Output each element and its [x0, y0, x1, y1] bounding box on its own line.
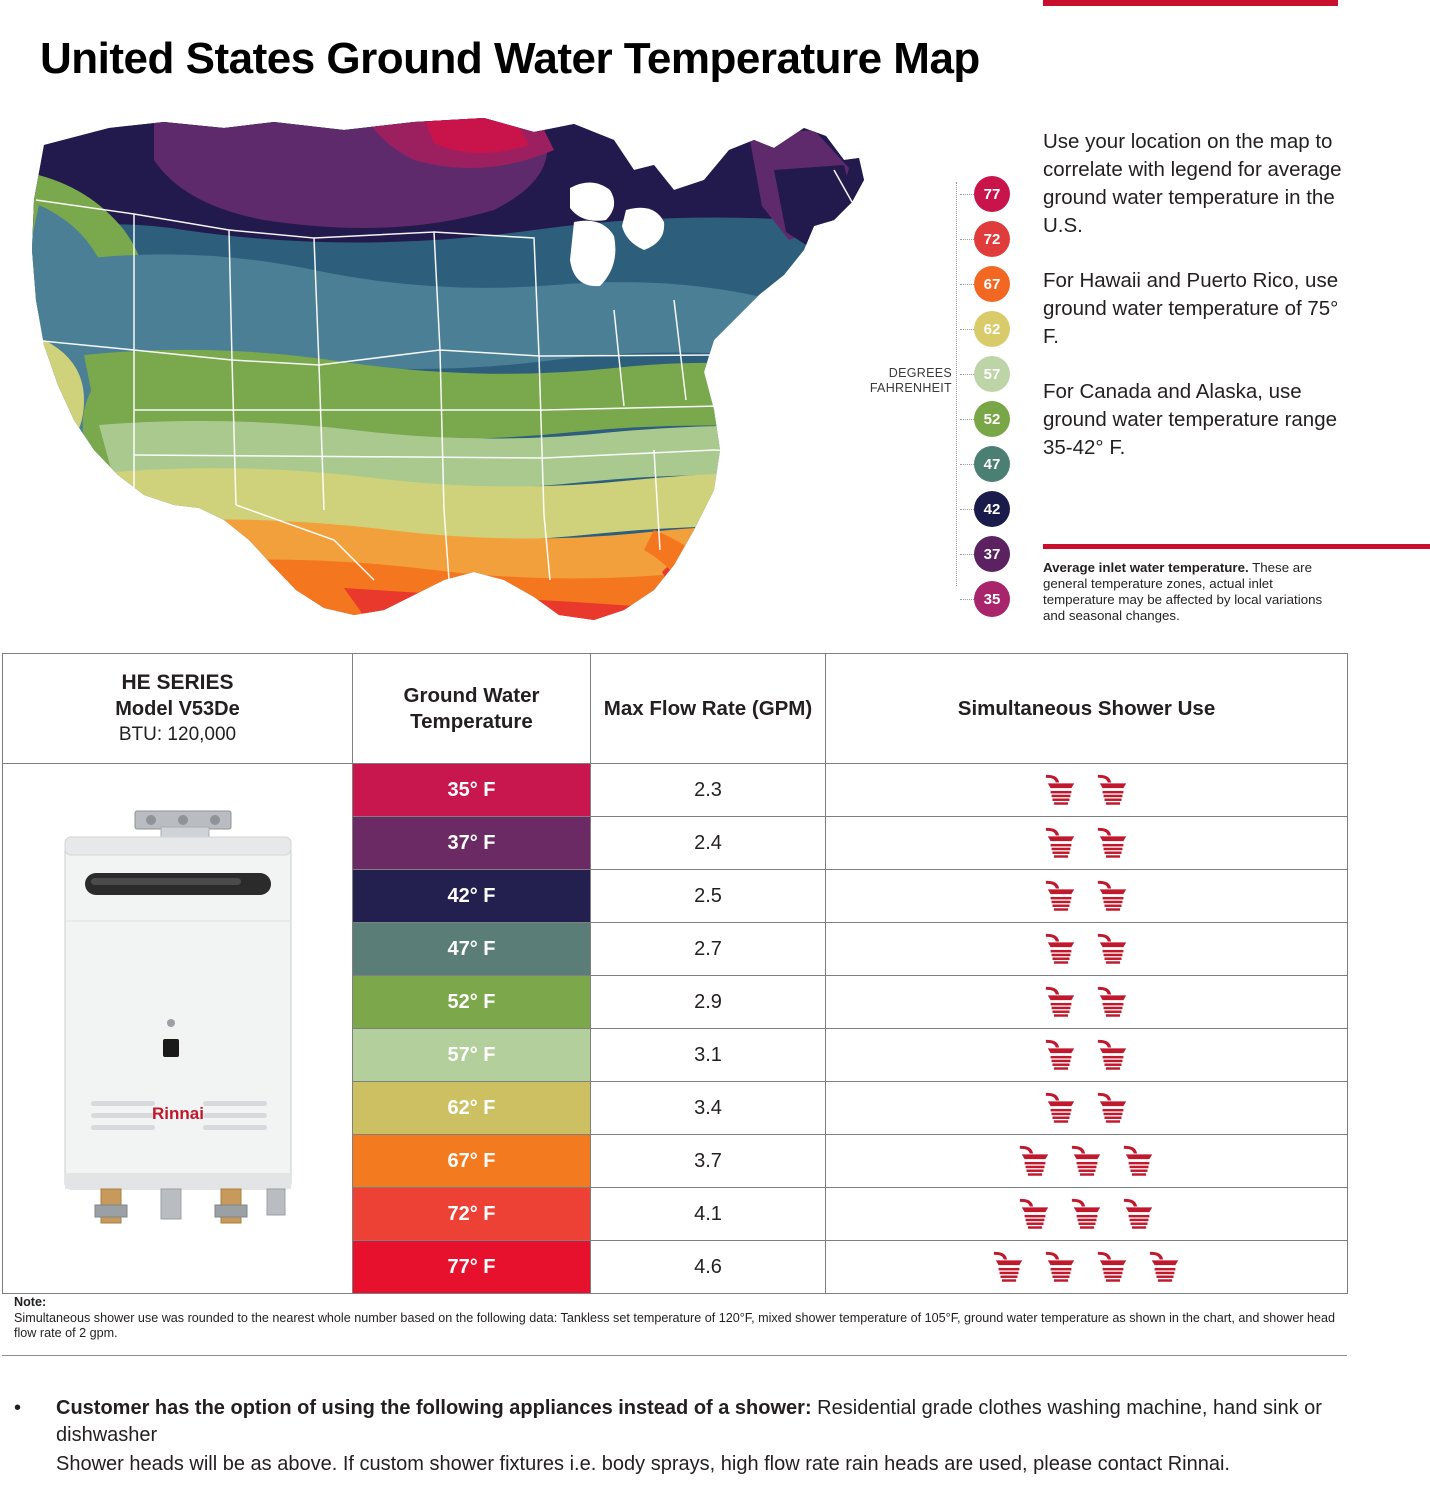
- legend-tick: [960, 419, 974, 420]
- legend-chip-35: 35: [974, 581, 1010, 617]
- legend-chip-row: [960, 577, 1030, 622]
- legend-tick: [960, 194, 974, 195]
- legend-chip-62: 62: [974, 311, 1010, 347]
- legend-chip-57: 57: [974, 356, 1010, 392]
- legend-chip-row: [960, 307, 1030, 352]
- shower-head-icon: [1042, 932, 1080, 966]
- shower-head-icon: [1094, 1091, 1132, 1125]
- temperature-legend: [860, 160, 1030, 610]
- shower-head-icon: [1042, 1038, 1080, 1072]
- page-title: United States Ground Water Temperature Map: [40, 34, 980, 83]
- legend-chip-37: 37: [974, 536, 1010, 572]
- flow-rate-cell-47: 2.7: [591, 923, 826, 976]
- legend-tick: [960, 554, 974, 555]
- footnote: [14, 1295, 1344, 1342]
- legend-tick: [960, 464, 974, 465]
- temperature-cell-42: 42° F: [353, 870, 591, 923]
- shower-head-icon: [1016, 1197, 1054, 1231]
- footnote-text: Simultaneous shower use was rounded to the nearest whole number based on the following data: Tankless set temperature of 120°F, mixed shower temperature of 105°F, ground water temperature as shown in the chart, and shower head flow rate of 2 gpm.: [14, 1310, 1336, 1340]
- shower-head-icon: [1120, 1197, 1158, 1231]
- legend-tick: [960, 284, 974, 285]
- legend-chip-row: [960, 442, 1030, 487]
- legend-chip-77: 77: [974, 176, 1010, 212]
- shower-head-icon: [1042, 1250, 1080, 1284]
- shower-head-icon: [1042, 773, 1080, 807]
- shower-head-icon: [1094, 985, 1132, 1019]
- flow-rate-cell-42: 2.5: [591, 870, 826, 923]
- legend-chip-row: [960, 532, 1030, 577]
- product-image-cell: [3, 764, 353, 1294]
- shower-head-icon: [1068, 1197, 1106, 1231]
- shower-head-icon: [1016, 1144, 1054, 1178]
- instruction-3: For Canada and Alaska, use ground water temperature range 35-42° F.: [1043, 380, 1338, 459]
- legend-chip-list: [960, 172, 1030, 622]
- header-product: [3, 654, 353, 764]
- shower-use-cell-77: [826, 1241, 1348, 1294]
- shower-head-icon: [990, 1250, 1028, 1284]
- temperature-cell-57: 57° F: [353, 1029, 591, 1082]
- shower-icon-group: [826, 932, 1347, 966]
- legend-tick: [960, 374, 974, 375]
- legend-chip-row: [960, 217, 1030, 262]
- shower-use-cell-62: [826, 1082, 1348, 1135]
- inlet-note-heading: Average inlet water temperature.: [1043, 560, 1249, 575]
- flow-rate-cell-57: 3.1: [591, 1029, 826, 1082]
- inlet-water-temperature-note: [1043, 560, 1343, 624]
- us-ground-water-temperature-map: [14, 110, 894, 640]
- shower-icon-group: [826, 1197, 1347, 1231]
- temperature-cell-35: 35° F: [353, 764, 591, 817]
- tankless-water-heater-image: [43, 801, 313, 1256]
- bullet-2-text: Shower heads will be as above. If custom shower fixtures i.e. body sprays, high flow rate rain heads are used, please contact Rinnai.: [56, 1453, 1230, 1475]
- legend-chip-row: [960, 397, 1030, 442]
- shower-icon-group: [826, 1250, 1347, 1284]
- shower-head-icon: [1094, 826, 1132, 860]
- shower-head-icon: [1068, 1144, 1106, 1178]
- shower-head-icon: [1042, 826, 1080, 860]
- flow-rate-cell-52: 2.9: [591, 976, 826, 1029]
- shower-head-icon: [1094, 773, 1132, 807]
- instruction-2: For Hawaii and Puerto Rico, use ground water temperature of 75° F.: [1043, 269, 1339, 348]
- temperature-cell-62: 62° F: [353, 1082, 591, 1135]
- shower-icon-group: [826, 1091, 1347, 1125]
- temperature-cell-72: 72° F: [353, 1188, 591, 1241]
- bullet-1-bold: Customer has the option of using the following appliances instead of a shower:: [56, 1397, 812, 1419]
- shower-head-icon: [1094, 879, 1132, 913]
- instruction-1: Use your location on the map to correlate with legend for average ground water temperature in the U.S.: [1043, 130, 1342, 237]
- legend-tick: [960, 239, 974, 240]
- shower-icon-group: [826, 985, 1347, 1019]
- legend-axis-label-line1: DEGREES: [888, 366, 952, 380]
- table-header-row: [3, 654, 1348, 764]
- shower-head-icon: [1094, 1038, 1132, 1072]
- legend-tick: [960, 329, 974, 330]
- flow-rate-cell-35: 2.3: [591, 764, 826, 817]
- flow-rate-cell-67: 3.7: [591, 1135, 826, 1188]
- legend-chip-47: 47: [974, 446, 1010, 482]
- footnote-divider: [2, 1355, 1347, 1356]
- shower-head-icon: [1120, 1144, 1158, 1178]
- bullet-1-text: Residential grade clothes washing machine, hand sink or dishwasher: [56, 1397, 1322, 1446]
- header-product-series: HE SERIES: [121, 670, 234, 694]
- legend-chip-row: [960, 352, 1030, 397]
- header-product-btu: BTU: 120,000: [118, 723, 237, 745]
- shower-icon-group: [826, 826, 1347, 860]
- legend-chip-row: [960, 262, 1030, 307]
- legend-chip-row: [960, 172, 1030, 217]
- bullet-item-2: [14, 1451, 1354, 1478]
- shower-icon-group: [826, 773, 1347, 807]
- legend-chip-row: [960, 487, 1030, 532]
- flow-rate-cell-77: 4.6: [591, 1241, 826, 1294]
- shower-head-icon: [1146, 1250, 1184, 1284]
- legend-tick: [960, 599, 974, 600]
- svg-text:Rinnai: Rinnai: [151, 1104, 204, 1123]
- bullet-item-1: [14, 1395, 1354, 1449]
- header-product-model: Model V53De: [115, 697, 240, 720]
- shower-use-cell-42: [826, 870, 1348, 923]
- inlet-note-body: These are general temperature zones, actual inlet temperature may be affected by local variations and seasonal changes.: [1043, 560, 1323, 623]
- header-simultaneous-shower-use: Simultaneous Shower Use: [826, 654, 1348, 764]
- shower-use-cell-57: [826, 1029, 1348, 1082]
- temperature-cell-37: 37° F: [353, 817, 591, 870]
- temperature-cell-67: 67° F: [353, 1135, 591, 1188]
- bullet-list: [14, 1395, 1354, 1480]
- shower-use-cell-72: [826, 1188, 1348, 1241]
- shower-icon-group: [826, 879, 1347, 913]
- bullet-dot-icon: •: [14, 1397, 22, 1419]
- shower-head-icon: [1094, 1250, 1132, 1284]
- temperature-cell-77: 77° F: [353, 1241, 591, 1294]
- shower-use-cell-37: [826, 817, 1348, 870]
- shower-head-icon: [1042, 985, 1080, 1019]
- shower-icon-group: [826, 1144, 1347, 1178]
- temperature-cell-47: 47° F: [353, 923, 591, 976]
- shower-head-icon: [1042, 1091, 1080, 1125]
- legend-chip-72: 72: [974, 221, 1010, 257]
- temperature-cell-52: 52° F: [353, 976, 591, 1029]
- legend-chip-42: 42: [974, 491, 1010, 527]
- shower-head-icon: [1094, 932, 1132, 966]
- flow-rate-cell-62: 3.4: [591, 1082, 826, 1135]
- footnote-label: Note:: [14, 1295, 47, 1309]
- instructions-block: [1043, 128, 1343, 489]
- legend-axis-label: [860, 366, 952, 396]
- legend-chip-67: 67: [974, 266, 1010, 302]
- flow-rate-cell-72: 4.1: [591, 1188, 826, 1241]
- top-accent-rule: [1043, 0, 1338, 6]
- shower-use-cell-67: [826, 1135, 1348, 1188]
- shower-head-icon: [1042, 879, 1080, 913]
- flow-rate-cell-37: 2.4: [591, 817, 826, 870]
- shower-use-cell-52: [826, 976, 1348, 1029]
- model-specification-table: [2, 653, 1347, 1294]
- legend-chip-52: 52: [974, 401, 1010, 437]
- legend-axis-label-line2: FAHRENHEIT: [869, 381, 952, 395]
- shower-use-cell-35: [826, 764, 1348, 817]
- header-max-flow-rate: Max Flow Rate (GPM): [591, 654, 826, 764]
- header-ground-water-temperature: Ground Water Temperature: [353, 654, 591, 764]
- legend-tick: [960, 509, 974, 510]
- shower-icon-group: [826, 1038, 1347, 1072]
- shower-use-cell-47: [826, 923, 1348, 976]
- inlet-note-accent-rule: [1043, 544, 1430, 549]
